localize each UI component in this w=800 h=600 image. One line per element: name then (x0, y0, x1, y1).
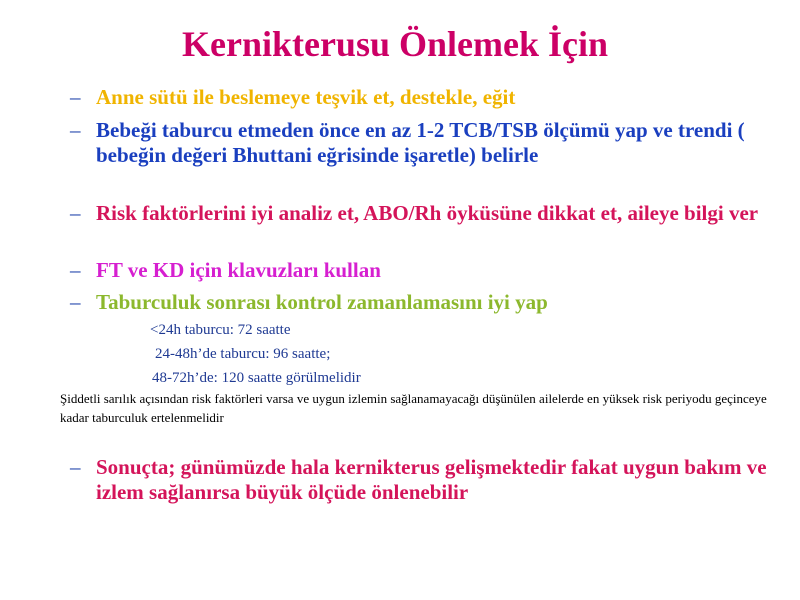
bullet-dash-icon: – (70, 118, 81, 142)
bullet-dash-icon: – (70, 455, 81, 479)
sub-item-24-48h: 24-48h’de taburcu: 96 saatte; (155, 346, 331, 362)
bullet-breastfeeding (70, 85, 785, 110)
bullet-risk-factors (70, 201, 785, 226)
bullet-dash-icon: – (70, 258, 81, 282)
bullet-guidelines (70, 258, 785, 283)
bullet-dash-icon: – (70, 201, 81, 225)
bullet-conclusion (70, 455, 785, 505)
bullet-text: FT ve KD için klavuzları kullan (96, 258, 381, 282)
risk-note: Şiddetli sarılık açısından risk faktörleri varsa ve uygun izlemin sağlanamayacağı düşünülen ailelerde en yüksek risk periyodu geçinceye kadar taburculuk ertelenmelidir (60, 391, 767, 425)
bullet-followup-timing (70, 290, 785, 315)
bullet-text: Sonuçta; günümüzde hala kernikterus gelişmektedir fakat uygun bakım ve izlem sağlanırsa büyük ölçüde önlenebilir (96, 455, 767, 504)
page-title: Kernikterusu Önlemek İçin (181, 24, 608, 64)
sub-item-48-72h: 48-72h’de: 120 saatte görülmelidir (152, 370, 361, 386)
bullet-measurement (70, 118, 785, 168)
bullet-text: Bebeği taburcu etmeden önce en az 1-2 TCB/TSB ölçümü yap ve trendi ( bebeğin değeri Bhuttani eğrisinde işaretle) belirle (96, 118, 745, 167)
bullet-text: Anne sütü ile beslemeye teşvik et, destekle, eğit (96, 85, 516, 109)
sub-item-under-24h: <24h taburcu: 72 saatte (150, 322, 291, 338)
bullet-dash-icon: – (70, 290, 81, 314)
bullet-dash-icon: – (70, 85, 81, 109)
bullet-text: Taburculuk sonrası kontrol zamanlamasını iyi yap (96, 290, 548, 314)
bullet-text: Risk faktörlerini iyi analiz et, ABO/Rh öyküsüne dikkat et, aileye bilgi ver (96, 201, 759, 225)
